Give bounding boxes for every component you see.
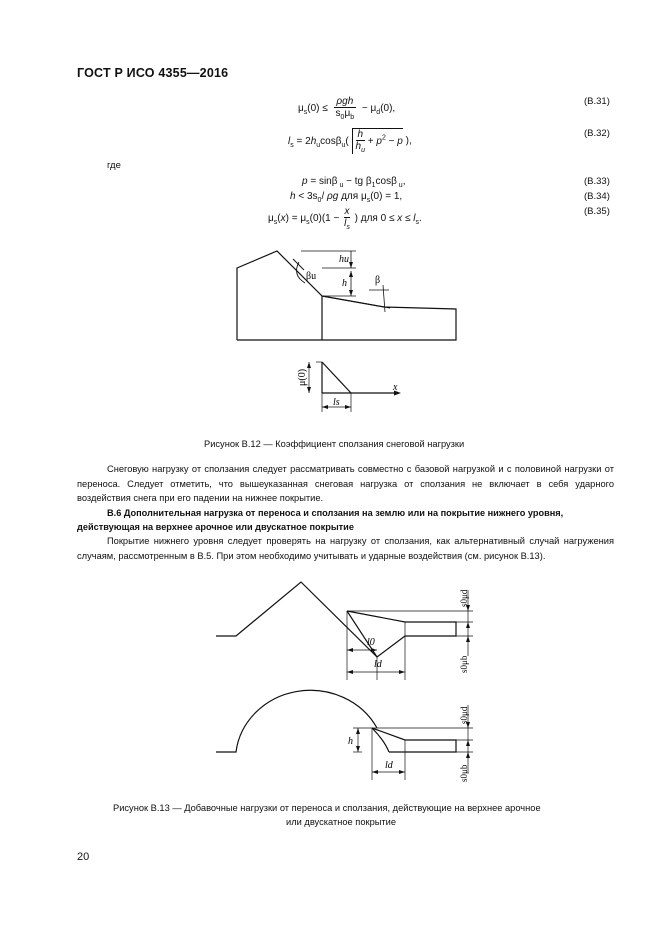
formula-b35-number: (B.35) bbox=[584, 206, 610, 217]
formula-b31-number: (B.31) bbox=[584, 96, 610, 107]
label-beta-u: βu bbox=[306, 271, 317, 282]
formula-b33-number: (B.33) bbox=[584, 176, 610, 187]
formula-b33: p = sinβ $_u$ − tg $\beta_1\cos\beta$ $_u$, bbox=[302, 176, 406, 189]
paragraph-2: Покрытие нижнего уровня следует проверять на нагрузку от сползания, как альтернативный случай нагружения случаям, рассмотренным в В.5. При этом необходимо учитывать и ударные воздействия (см. рисунок В.13). bbox=[77, 536, 614, 561]
page-number: 20 bbox=[77, 851, 90, 863]
figure-b12-caption: Рисунок В.12 — Коэффициент сползания снеговой нагрузки bbox=[204, 439, 465, 449]
label-h-arch: h bbox=[348, 736, 353, 747]
formula-b34: $h < 3s_0/$ ρg для $\mu_s(0) = 1$, bbox=[290, 191, 403, 204]
formula-b35: $\mu_s(x) = \mu_s(0)(1$ − $\frac{x}{l_s}$ ) для $0 \le x \le l_s$. bbox=[268, 206, 422, 231]
label-ls: ls bbox=[333, 397, 340, 408]
paragraph-1: Снеговую нагрузку от сползания следует рассматривать совместно с базовой нагрузкой и с половиной нагрузки от переноса. Следует отметить, что вышеуказанная снеговая нагрузка от сползания не включает в себя ударного воздействия снега при его падении на нижнее покрытие. bbox=[77, 464, 614, 504]
figure-b12-diagram bbox=[0, 0, 661, 420]
where-label: где bbox=[107, 160, 121, 171]
label-x: x bbox=[393, 382, 398, 393]
label-ld-2: ld bbox=[385, 760, 393, 771]
section-b6-heading-line1: В.6 Дополнительная нагрузка от переноса и сползания на землю или на покрытие нижнего уровня, bbox=[107, 508, 564, 518]
label-ld-1: ld bbox=[374, 659, 382, 670]
formula-b31: $\mu_s(0)$ ≤ ρgh $s_0\mu_b$ − $\mu_d(0)$, bbox=[298, 96, 396, 121]
label-l0: l0 bbox=[367, 637, 375, 648]
label-mu0: μ(0) bbox=[297, 368, 308, 386]
label-hu: hu bbox=[339, 254, 349, 265]
label-s0mud-1: s0μd bbox=[459, 589, 469, 607]
page-header: ГОСТ Р ИСО 4355—2016 bbox=[77, 66, 229, 80]
upper-roof-outline bbox=[237, 251, 322, 340]
formula-b32-number: (B.32) bbox=[584, 128, 610, 139]
figure-b13-diagram bbox=[0, 560, 661, 790]
label-s0mub-2: s0μb bbox=[459, 764, 469, 782]
label-s0mud-2: s0μd bbox=[459, 706, 469, 724]
figure-b13-caption-line2: или двускатное покрытие bbox=[286, 817, 397, 827]
lower-roof-load-1 bbox=[347, 611, 456, 636]
formula-b34-number: (B.34) bbox=[584, 191, 610, 202]
lower-roof-outline bbox=[237, 296, 456, 340]
label-s0mub-1: s0μb bbox=[459, 655, 469, 673]
section-b6-heading-line2: действующая на верхнее арочное или двускатное покрытие bbox=[77, 522, 354, 532]
label-beta: β bbox=[375, 275, 381, 286]
label-h: h bbox=[342, 278, 347, 289]
formula-b32: $l_s = 2h_u\cos\beta_u$( $\frac{h}{h_u}$ + $p^2 - p$ ), bbox=[288, 129, 412, 154]
figure-b13-caption-line1: Рисунок В.13 — Добавочные нагрузки от переноса и сползания, действующие на верхнее арочное bbox=[113, 803, 541, 813]
